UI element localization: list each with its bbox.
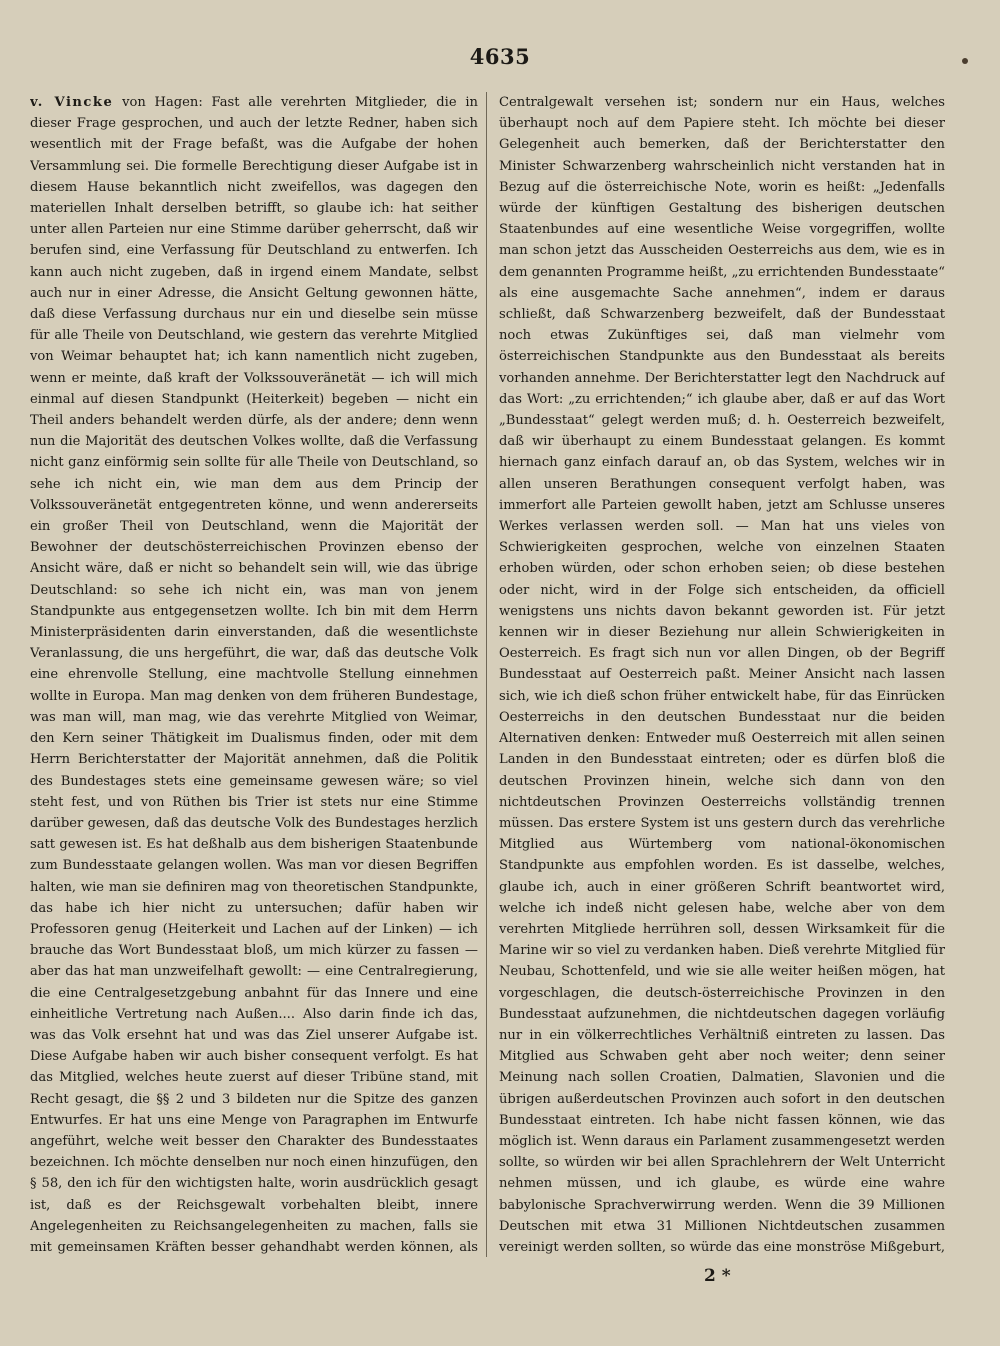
sheet-signature: 2 * — [704, 1266, 731, 1286]
ink-spot — [962, 58, 968, 64]
column-divider — [486, 92, 487, 1257]
right-column — [499, 92, 945, 1262]
page-number: 4635 — [469, 44, 531, 69]
speaker-name: v. Vincke — [30, 95, 114, 110]
right-column-text: Centralgewalt versehen ist; sondern nur ein Haus, welches überhaupt noch auf dem Papiere steht. Ich möchte bei dieser Gelegenheit auch bemerken, daß der Berichterstatter den Minister Schwarzenberg wahrscheinlich nicht verstanden hat in Bezug auf die österreichische Note, worin es heißt: „Jedenfalls würde der künftigen Gestaltung des bisherigen deutschen Staatenbundes auf eine wesentliche Weise vorgegriffen, wollte man schon jetzt das Ausscheiden Oesterreichs aus dem, wie es in dem genannten Programme heißt, „zu errichtenden Bundesstaate“ als eine ausgemachte Sache annehmen“, indem er daraus schließt, daß Schwarzenberg bezweifelt, daß der Bundesstaat noch etwas Zukünftiges sei, daß man vielmehr vom österreichischen Standpunkte aus den Bundesstaat als bereits vorhanden annehme. Der Berichterstatter legt den Nachdruck auf das Wort: „zu errichtenden;“ ich glaube aber, daß er auf das Wort „Bundesstaat“ gelegt werden muß; d. h. Oesterreich bezweifelt, daß wir überhaupt zu einem Bundesstaat gelangen. Es kommt hiernach ganz einfach darauf an, ob das System, welches wir in allen unseren Berathungen consequent verfolgt haben, was immerfort alle Parteien gewollt haben, jetzt am Schlusse unseres Werkes verlassen werden soll. — Man hat uns vieles von Schwierigkeiten gesprochen, welche von einzelnen Staaten erhoben würden, oder schon erhoben seien; ob diese bestehen oder nicht, wird in der Folge sich entscheiden, da officiell wenigstens uns nichts davon bekannt geworden ist. Für jetzt kennen wir in dieser Beziehung nur allein Schwierigkeiten in Oesterreich. Es fragt sich nun vor allen Dingen, ob der Begriff Bundesstaat auf Oesterreich paßt. Meiner Ansicht nach lassen sich, wie ich dieß schon früher entwickelt habe, für das Einrücken Oesterreichs in den deutschen Bundesstaat nur die beiden Alternativen denken: Entweder muß Oesterreich mit allen seinen Landen in den Bundesstaat eintreten; oder es dürfen bloß die deutschen Provinzen hinein, welche sich dann von den nichtdeutschen Provinzen Oesterreichs vollständig trennen müssen. Das erstere System ist uns gestern durch das verehrliche Mitglied aus Würtemberg vom national-ökonomischen Standpunkte aus empfohlen worden. Es ist dasselbe, welches, glaube ich, auch in einer größeren Schrift beantwortet wird, welche ich indeß nicht gelesen habe, welche aber von dem verehrten Mitgliede herrühren soll, dessen Wirksamkeit für die Marine wir so viel zu verdanken haben. Dieß verehrte Mitglied für Neubau, Schottenfeld, und wie sie alle weiter heißen mögen, hat vorgeschlagen, die deutsch-österreichische Provinzen in den Bundesstaat aufzunehmen, die nichtdeutschen dagegen vorläufig nur in ein völkerrechtliches Verhältniß eintreten zu lassen. Das Mitglied aus Schwaben geht aber noch weiter; denn seiner Meinung nach sollen Croatien, Dalmatien, Slavonien und die übrigen außerdeutschen Provinzen auch sofort in den deutschen Bundesstaat eintreten. Ich habe nicht fassen können, wie das möglich ist. Wenn daraus ein Parlament zusammengesetzt werden sollte, so würden wir bei allen Sprachlehrern der Welt Unterricht nehmen müssen, und ich glaube, es würde eine wahre babylonische Sprachverwirrung werden. Wenn die 39 Millionen Deutschen mit etwa 31 Millionen Nichtdeutschen zusammen vereinigt werden sollten, so würde das eine monströse Mißgeburt, — [499, 95, 945, 1255]
left-column — [30, 92, 478, 1262]
left-column-text: von Hagen: Fast alle verehrten Mitglieder, die in dieser Frage gesprochen, und auch der letzte Redner, haben sich wesentlich mit der Frage befaßt, was die Aufgabe der hohen Versammlung sei. Die formelle Berechtigung dieser Aufgabe ist in diesem Hause bekanntlich nicht zweifellos, was dagegen den materiellen Inhalt derselben betrifft, so glaube ich: hat seither unter allen Parteien nur eine Stimme darüber geherrscht, daß wir berufen sind, eine Verfassung für Deutschland zu entwerfen. Ich kann auch nicht zugeben, daß in irgend einem Mandate, selbst auch nur in einer Adresse, die Ansicht Geltung gewonnen hätte, daß diese Verfassung durchaus nur ein und dieselbe sein müsse für alle Theile von Deutschland, wie gestern das verehrte Mitglied von Weimar behauptet hat; ich kann namentlich nicht zugeben, wenn er meinte, daß kraft der Volkssouveränetät — ich will mich einmal auf diesen Standpunkt (Heiterkeit) begeben — nicht ein Theil anders behandelt werden dürfe, als der andere; denn wenn nun die Majorität des deutschen Volkes wollte, daß die Verfassung nicht ganz einförmig sein sollte für alle Theile von Deutschland, so sehe ich nicht ein, wie man dem aus dem Princip der Volkssouveränetät entgegentreten könne, und wenn andererseits ein großer Theil von Deutschland, wenn die Majorität der Bewohner der deutschösterreichischen Provinzen ebenso der Ansicht wäre, daß er nicht so behandelt sein will, wie das übrige Deutschland: so sehe ich nicht ein, was man von jenem Standpunkte aus entgegensetzen wollte. Ich bin mit dem Herrn Ministerpräsidenten darin einverstanden, daß die wesentlichste Veranlassung, die uns hergeführt, die war, daß das deutsche Volk eine ehrenvolle Stellung, eine machtvolle Stellung einnehmen wollte in Europa. Man mag denken von dem früheren Bundestage, was man will, man mag, wie das verehrte Mitglied von Weimar, den Kern seiner Thätigkeit im Dualismus finden, oder mit dem Herrn Berichterstatter der Majorität annehmen, daß die Politik des Bundestages stets eine gemeinsame gewesen wäre; so viel steht fest, und von Rüthen bis Trier ist stets nur eine Stimme darüber gewesen, daß das deutsche Volk des Bundestages herzlich satt gewesen ist. Es hat deßhalb aus dem bisherigen Staatenbunde zum Bundesstaate gelangen wollen. Was man vor diesen Begriffen halten, wie man sie definiren mag von theoretischen Standpunkte, das habe ich hier nicht zu untersuchen; dafür haben wir Professoren genug (Heiterkeit und Lachen auf der Linken) — ich brauche das Wort Bundesstaat bloß, um mich kürzer zu fassen — aber das hat man unzweifelhaft gewollt: — eine Centralregierung, die eine Centralgesetzgebung anbahnt für das Innere und eine einheitliche Vertretung nach Außen.... Also darin finde ich das, was das Volk ersehnt hat und was das Ziel unserer Aufgabe ist. Diese Aufgabe haben wir auch bisher consequent verfolgt. Es hat das Mitglied, welches heute zuerst auf dieser Tribüne stand, mit Recht gesagt, die §§ 2 und 3 bildeten nur die Spitze des ganzen Entwurfes. Er hat uns eine Menge von Paragraphen im Entwurfe angeführt, welche weit besser den Charakter des Bundesstaates bezeichnen. Ich möchte denselben nur noch einen hinzufügen, den § 58, den ich für den wichtigsten halte, worin ausdrücklich gesagt ist, daß es der Reichsgewalt vorbehalten bleibt, innere Angelegenheiten zu Reichsangelegenheiten zu machen, falls sie mit gemeinsamen Kräften besser gehandhabt werden können, als — [30, 95, 478, 1255]
